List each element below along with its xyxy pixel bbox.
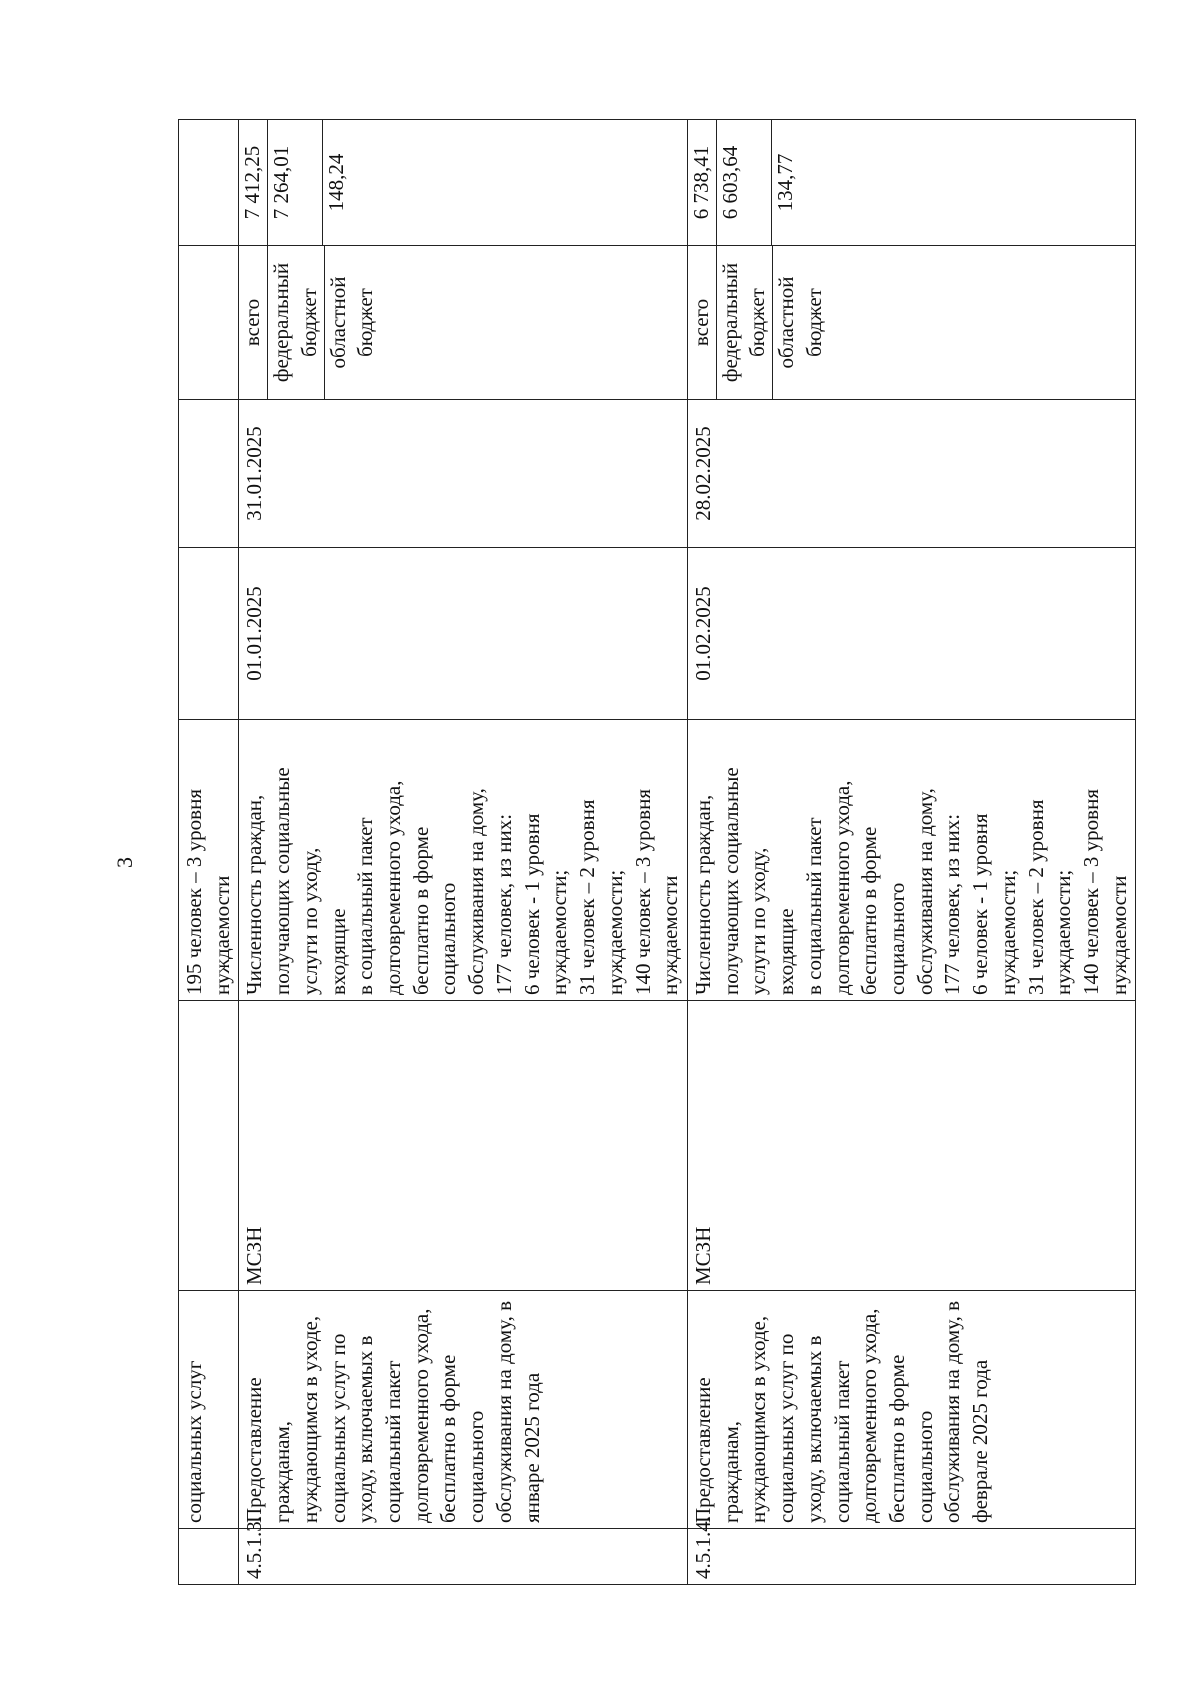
source-total: всего (688, 246, 716, 399)
continuation-end-cell (179, 400, 239, 548)
row-number: 4.5.1.3. (239, 1529, 688, 1585)
amount-federal: 6 603,64 (716, 120, 771, 245)
page-number: 3 (112, 857, 137, 868)
continuation-amount-cell (179, 120, 239, 246)
funding-amounts (239, 120, 688, 246)
row-number: 4.5.1.4. (687, 1529, 1136, 1585)
funding-amounts (687, 120, 1136, 246)
table-row (239, 120, 688, 1585)
rotated-table-area (178, 120, 1131, 1585)
amount-federal: 7 264,01 (268, 120, 323, 245)
event-name: Предоставление гражданам, нуждающимся в уходе, социальных услуг по уходу, включаемых в социальный пакет долговременного ухода, бесплатно в форме социального обслуживания на дому, в январе 2025 года (239, 1291, 688, 1529)
continuation-start-cell (179, 548, 239, 720)
end-date: 28.02.2025 (687, 400, 1136, 548)
end-date: 31.01.2025 (239, 400, 688, 548)
source-regional: областной бюджет (774, 276, 826, 369)
plan-table (178, 119, 1136, 1585)
table-row (687, 120, 1136, 1585)
executor: МСЗН (687, 1001, 1136, 1291)
start-date: 01.02.2025 (687, 548, 1136, 720)
source-federal: федеральный бюджет (268, 246, 324, 399)
source-federal: федеральный бюджет (716, 246, 772, 399)
start-date: 01.01.2025 (239, 548, 688, 720)
continuation-row (179, 120, 239, 1585)
event-name: Предоставление гражданам, нуждающимся в уходе, социальных услуг по уходу, включаемых в социальный пакет долговременного ухода, бесплатно в форме социального обслуживания на дому, в феврале 2025 года (687, 1291, 1136, 1529)
amount-regional: 134,77 (772, 153, 797, 212)
funding-sources (239, 246, 688, 400)
continuation-num-cell (179, 1529, 239, 1585)
amount-total: 6 738,41 (688, 120, 716, 245)
continuation-source-cell (179, 246, 239, 400)
funding-sources (687, 246, 1136, 400)
executor: МСЗН (239, 1001, 688, 1291)
continuation-title-cell: социальных услуг (179, 1291, 239, 1529)
indicator: Численность граждан, получающих социальные услуги по уходу, входящие в социальный пакет долговременного ухода, бесплатно в форме социального обслуживания на дому, 177 человек, из них: 6 человек - 1 уровня нуждаемости; 31 человек – 2 уровня нуждаемости; 140 человек – 3 уровня нуждаемости (687, 720, 1136, 1001)
source-regional: областной бюджет (325, 276, 378, 369)
continuation-executor-cell (179, 1001, 239, 1291)
continuation-indicator-cell: 195 человек – 3 уровня нуждаемости (179, 720, 239, 1001)
amount-total: 7 412,25 (239, 120, 267, 245)
indicator: Численность граждан, получающих социальные услуги по уходу, входящие в социальный пакет долговременного ухода, бесплатно в форме социального обслуживания на дому, 177 человек, из них: 6 человек - 1 уровня нуждаемости; 31 человек – 2 уровня нуждаемости; 140 человек – 3 уровня нуждаемости (239, 720, 688, 1001)
source-total: всего (239, 246, 267, 399)
amount-regional: 148,24 (324, 153, 349, 212)
